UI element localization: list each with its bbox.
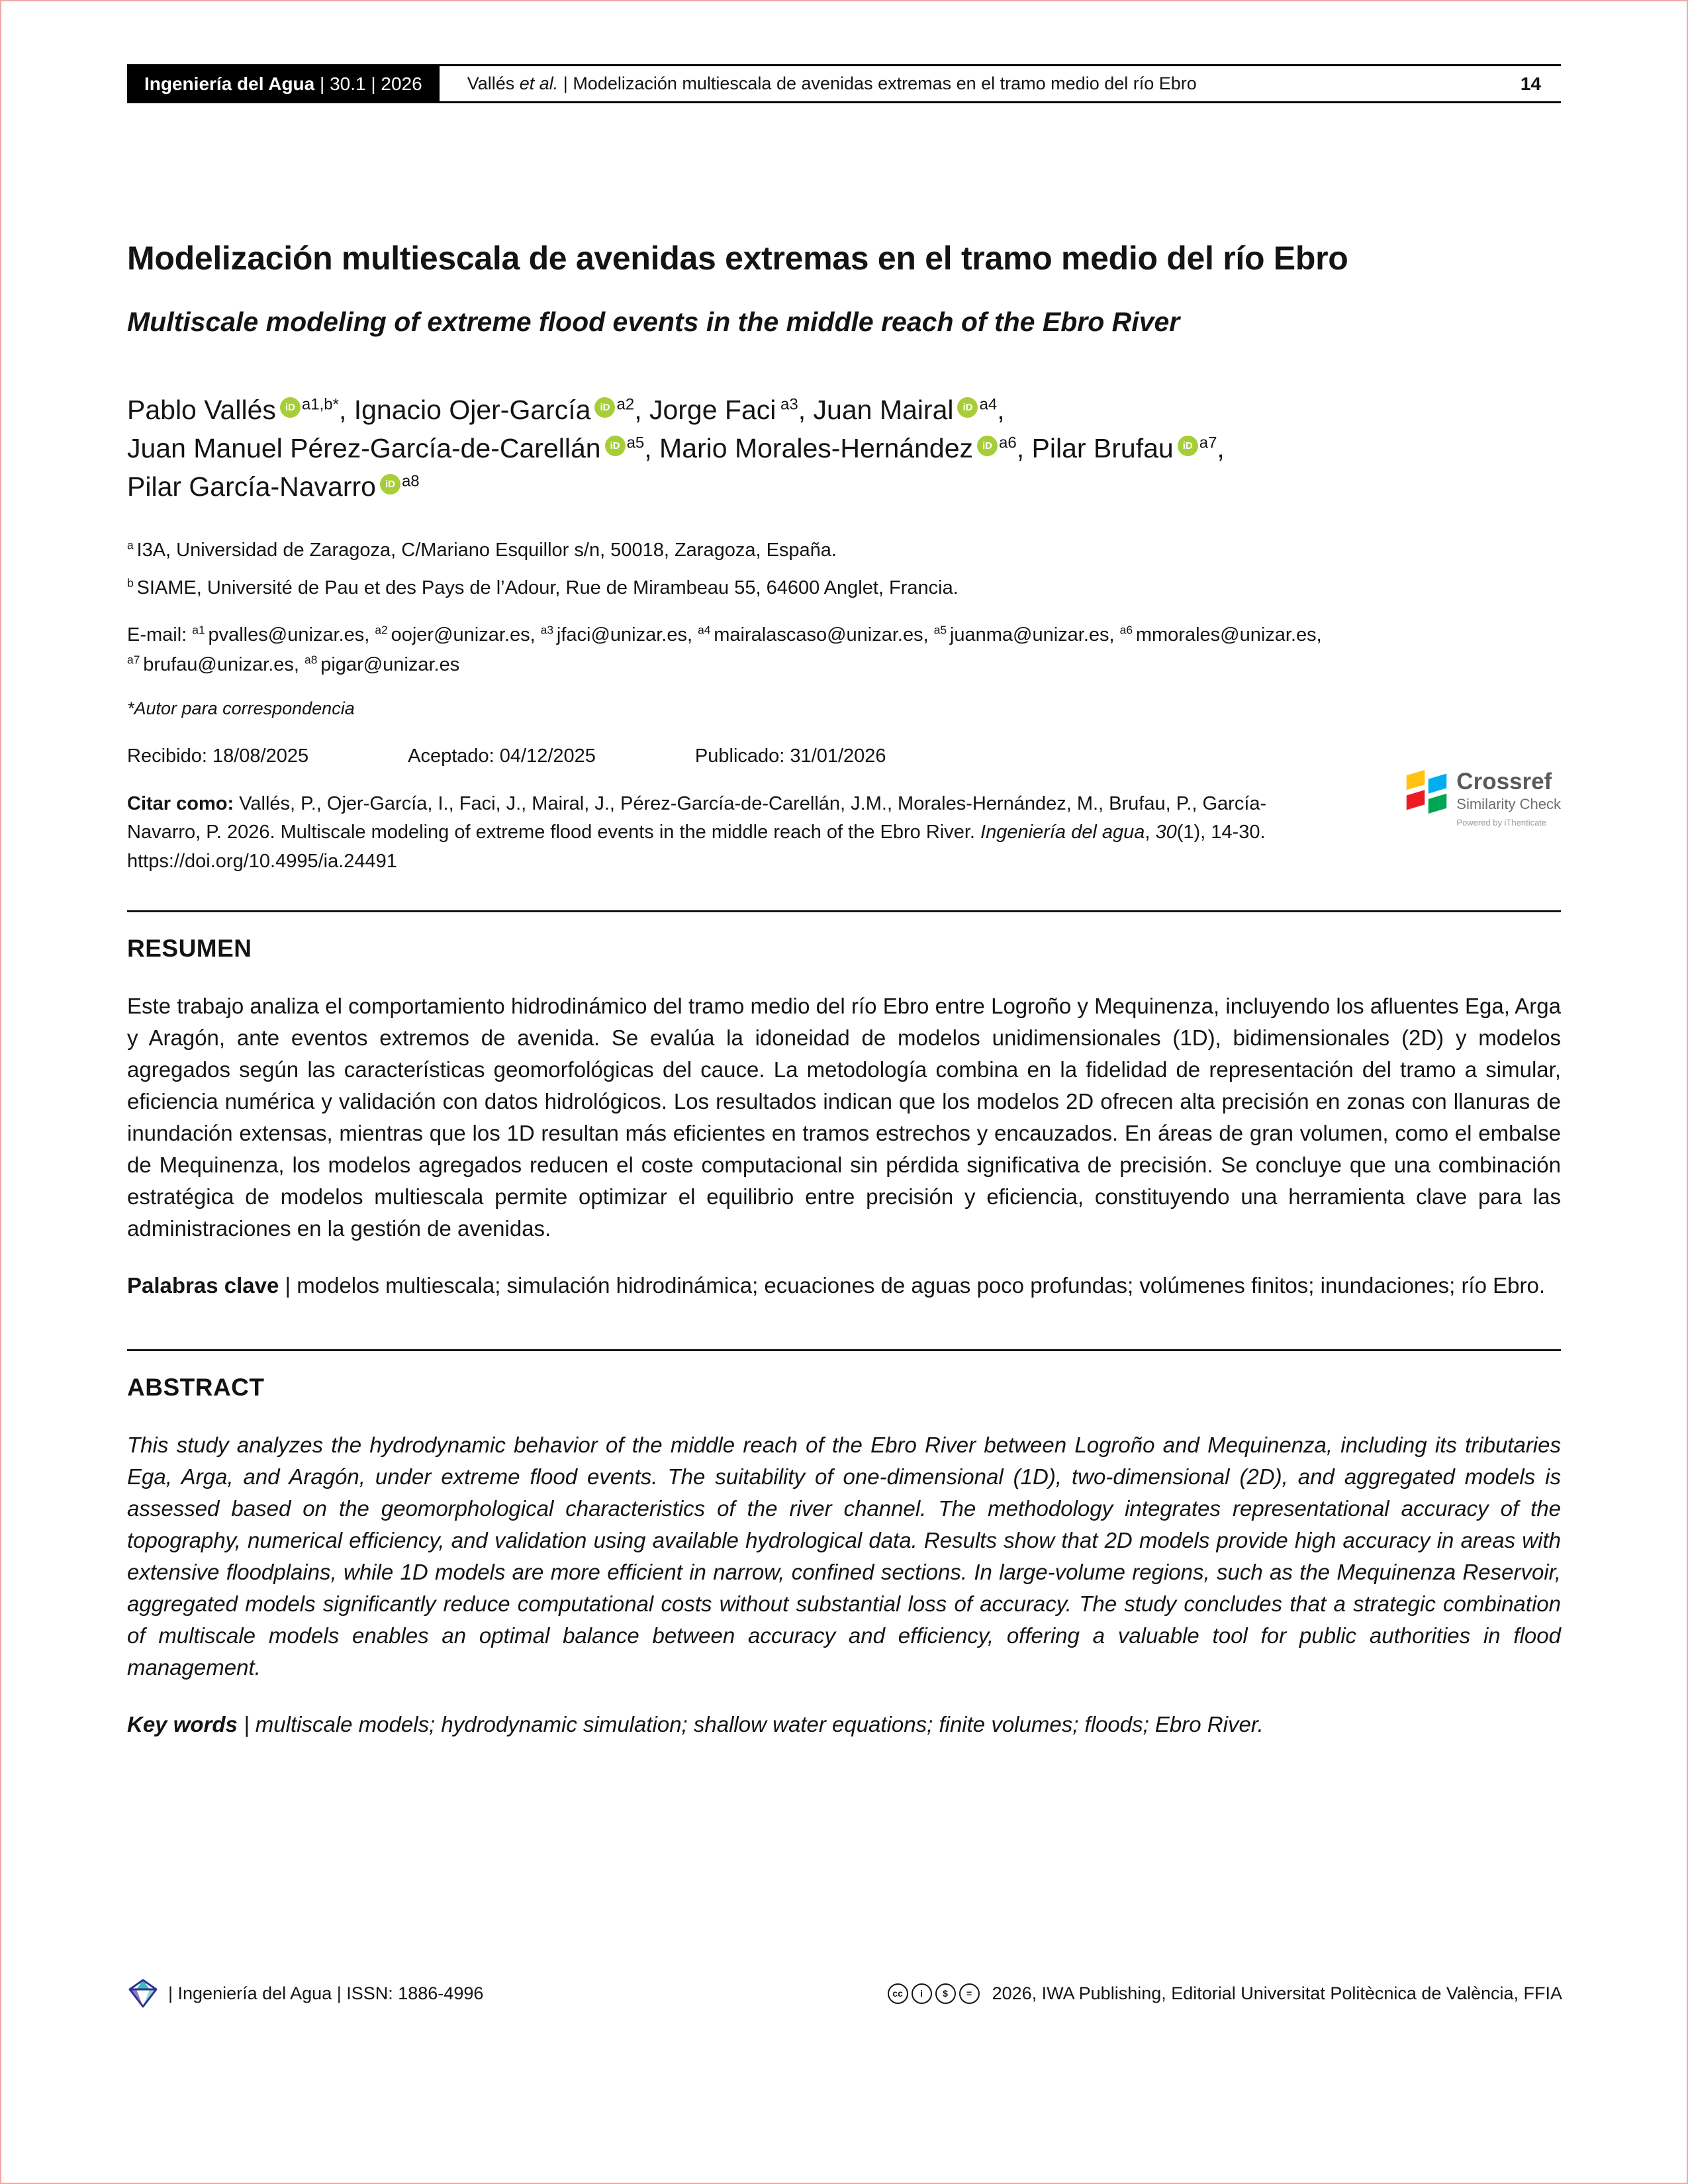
journal-banner-text: Ingeniería del Agua | 30.1 | 2026 [144,73,422,94]
orcid-icon: iD [977,436,998,456]
crossref-similarity-check: Similarity Check [1456,796,1561,813]
resumen-body: Este trabajo analiza el comportamiento hidrodinámico del tramo medio del río Ebro entre Logroño y Mequinenza, incluyendo los afluentes Ega, Arga y Aragón, ante eventos extremos de avenida. Se evalúa la idoneidad de modelos unidimensionales (1D), bidimensionales (2D) y modelos agregados según las características geomorfológicas del cauce. La metodología combina en la fidelidad de representación del tramo a simular, eficiencia numérica y validación con datos hidrológicos. Los resultados indican que los modelos 2D ofrecen alta precisión en zonas con llanuras de inundación extensas, mientras que los 1D resultan más eficientes en tramos estrechos y encauzados. En áreas de gran volumen, como el embalse de Mequinenza, los modelos agregados reducen el coste computacional sin pérdida significativa de precisión. Se concluye que una combinación estratégica de modelos multiescala permite optimizar el equilibrio entre precisión y eficiencia, constituyendo una herramienta clave para las administraciones en la gestión de avenidas. [127,994,1561,1241]
crossref-powered-by: Powered by iThenticate [1456,818,1547,828]
journal-banner [127,64,440,103]
orcid-icon: iD [594,397,615,418]
citation-text: Citar como: Vallés, P., Ojer-García, I., Faci, J., Mairal, J., Pérez-García-de-Carellán, J.M., Morales-Hernández, M., Brufau, P., García-Navarro, P. 2026. Multiscale modeling of extreme flood events in the middle reach of the Ebro River. Ingeniería del agua, 30(1), 14-30. https://doi.org/10.4995/ia.24491 [127,792,1267,872]
page-content [1,1,1687,1740]
accepted-date: Aceptado: 04/12/2025 [408,745,596,767]
license-icons [888,1983,983,2004]
article-title-es: Modelización multiescala de avenidas extremas en el tramo medio del río Ebro [127,240,1348,277]
by-icon: i [912,1983,932,2004]
affiliation-a: $^a$ I3A, Universidad de Zaragoza, C/Mariano Esquillor s/n, 50018, Zaragoza, España. [127,538,837,561]
footer-journal-text: | Ingeniería del Agua | ISSN: 1886-4996 [168,1983,484,2003]
cc-icon: cc [888,1983,908,2004]
abstract-body: This study analyzes the hydrodynamic behavior of the middle reach of the Ebro River between Logroño and Mequinenza, including its tributaries Ega, Arga, and Aragón, under extreme flood events. The suitability of one-dimensional (1D), two-dimensional (2D), and aggregated models is assessed based on the geomorphological characteristics of the river channel. The methodology integrates representational accuracy of the topography, numerical efficiency, and validation using available hydrological data. Results show that 2D models provide high accuracy in areas with extensive floodplains, while 1D models are more efficient in narrow, confined sections. In large-volume regions, such as the Mequinenza Reservoir, aggregated models significantly reduce computational costs without substantial loss of accuracy. The study concludes that a strategic combination of multiscale models enables an optimal balance between accuracy and efficiency, offering a valuable tool for public authorities in flood management. [127,1433,1561,1680]
crossref-logo [1405,770,1561,828]
resumen-section [127,935,1561,1302]
key-words: Key words | multiscale models; hydrodynamic simulation; shallow water equations; finite volumes; floods; Ebro River. [127,1712,1264,1737]
abstract-heading: ABSTRACT [127,1374,265,1401]
affiliation-b: $^b$ SIAME, Université de Pau et des Pays de l’Adour, Rue de Mirambeau 55, 64600 Anglet, Francia. [127,576,959,598]
footer-journal [127,1977,483,2009]
crossref-name: Crossref [1456,768,1552,794]
abstract-section [127,1374,1561,1740]
resumen-heading: RESUMEN [127,935,252,963]
crossref-text [1456,770,1561,828]
email-line: E-mail: $^{a1}$ pvalles@unizar.es, $^{a2}$ oojer@unizar.es, $^{a3}$ jfaci@unizar.es, $^{a4}$ mairalascaso@unizar.es, $^{a5}$ juanma@unizar.es, $^{a6}$ mmorales@unizar.es, $^{a7}$ brufau@unizar.es, $^{a8}$ pigar@unizar.es [127,623,1322,675]
correspondence-note: *Autor para correspondencia [127,698,355,718]
orcid-icon: iD [957,397,978,418]
publisher-text: 2026, IWA Publishing, Editorial Universitat Politècnica de València, FFIA [992,1983,1562,2003]
nd-icon: = [959,1983,980,2004]
authors-line: Pablo Vallés iD $^{a1,b*}$, Ignacio Ojer-García iD $^{a2}$, Jorge Faci $^{a3}$, Juan Mairal iD $^{a4}$, Juan Manuel Pérez-García-de-Carellán iD $^{a5}$, Mario Morales-Hernández iD $^{a6}$, Pilar Brufau iD $^{a7}$, Pilar García-Navarro iD $^{a8}$ [127,395,1225,502]
footer-publisher [888,1983,1562,2004]
nc-icon: $ [935,1983,956,2004]
page-footer [127,1977,1562,2009]
citation-row [127,768,1561,877]
orcid-icon: iD [280,397,301,418]
page-header [127,64,1561,103]
running-head: Vallés et al. | Modelización multiescala de avenidas extremas en el tramo medio del río Ebro [467,73,1197,93]
crossref-mark-icon [1405,770,1448,814]
article-title-en: Multiscale modeling of extreme flood events in the middle reach of the Ebro River [127,307,1180,337]
divider-resumen [127,910,1561,912]
journal-logo-icon [127,1977,159,2009]
running-head-strip [440,64,1561,103]
orcid-icon: iD [1178,436,1198,456]
page-number: 14 [1520,73,1541,94]
orcid-icon: iD [380,474,400,495]
published-date: Publicado: 31/01/2026 [694,745,886,767]
dates-line [127,745,1561,767]
orcid-icon: iD [605,436,626,456]
received-date: Recibido: 18/08/2025 [127,745,309,767]
affiliations [127,540,1561,599]
palabras-clave: Palabras clave | modelos multiescala; simulación hidrodinámica; ecuaciones de aguas poco profundas; volúmenes finitos; inundaciones; río Ebro. [127,1273,1545,1298]
divider-abstract [127,1349,1561,1351]
